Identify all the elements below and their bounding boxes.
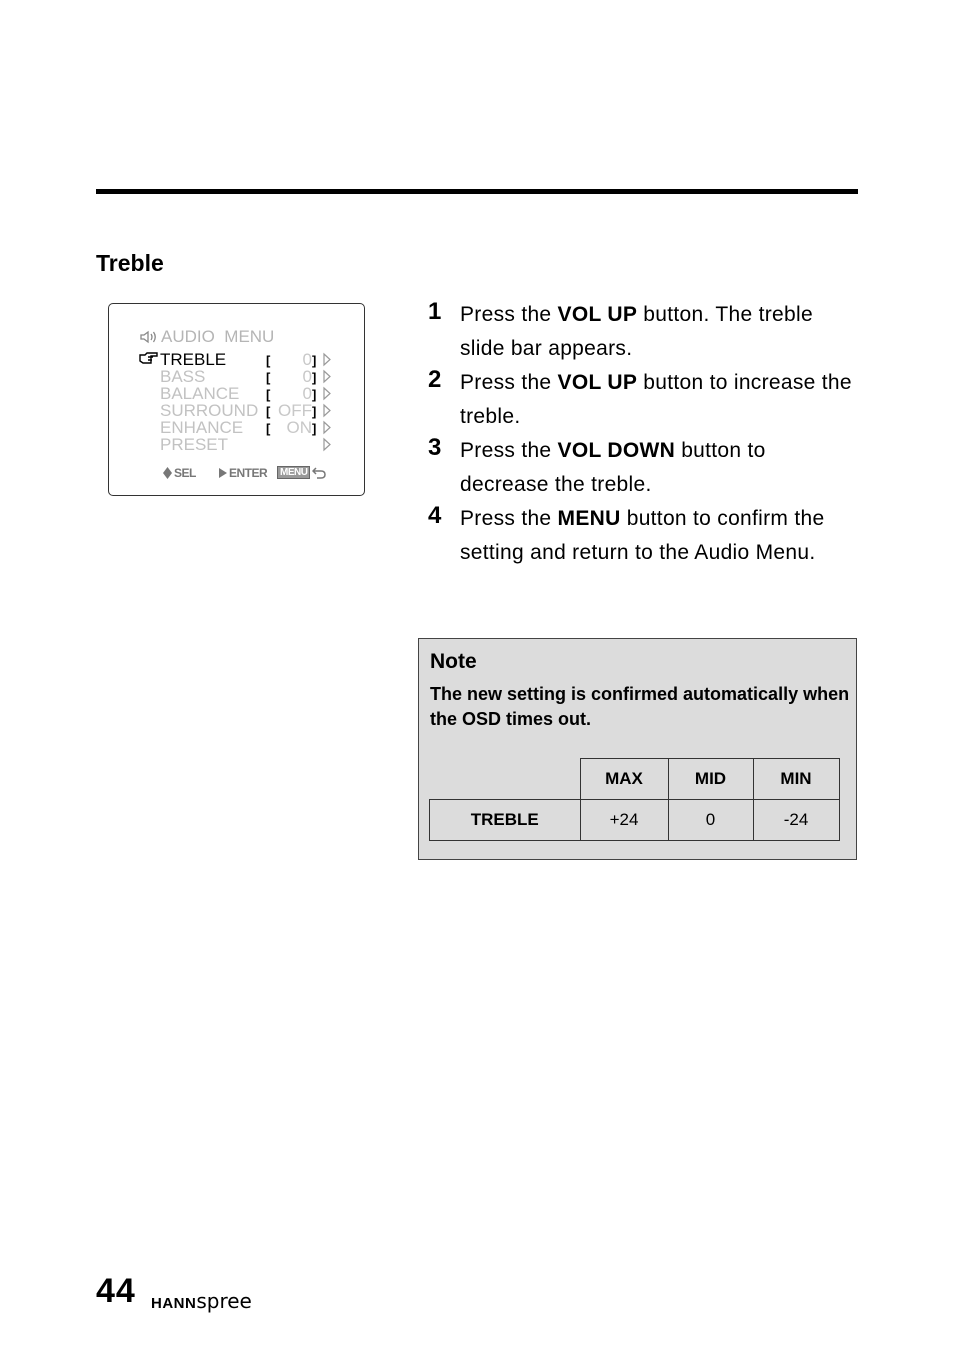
right-triangle-icon	[322, 385, 332, 402]
osd-footer-enter-label: ENTER	[229, 466, 268, 480]
bracket-right: ]	[312, 370, 317, 385]
osd-footer	[109, 466, 364, 482]
osd-row-value: OFF	[278, 401, 312, 420]
bracket-right: ]	[312, 421, 317, 436]
right-triangle-icon	[322, 402, 332, 419]
osd-row-label: BALANCE	[160, 384, 240, 403]
right-triangle-icon	[322, 351, 332, 368]
return-arrow-icon	[312, 467, 326, 479]
bracket-left: [	[266, 387, 271, 402]
step-button-name: VOL UP	[557, 303, 638, 326]
step-text: button to decrease the treble.	[460, 439, 766, 496]
brand-bold: HANN	[151, 1295, 197, 1312]
right-triangle-icon	[322, 368, 332, 385]
osd-row-value: 0	[302, 367, 312, 386]
table-cell: 0	[668, 800, 753, 841]
note-body: The new setting is confirmed automatically when the OSD times out.	[430, 684, 850, 729]
step-text: Press the	[460, 371, 558, 394]
speaker-icon	[139, 329, 159, 345]
osd-row-value: ON	[286, 418, 312, 437]
pointing-hand-icon	[139, 352, 159, 366]
updown-diamond-icon	[163, 467, 172, 479]
osd-row-label: TREBLE	[160, 350, 227, 369]
table-row	[430, 800, 840, 841]
bracket-left: [	[266, 353, 271, 368]
step-text: button to increase the treble.	[460, 371, 852, 428]
step-item	[428, 366, 858, 434]
step-item	[428, 298, 858, 366]
note-title: Note	[430, 650, 477, 673]
bracket-left: [	[266, 370, 271, 385]
table-blank-cell	[430, 759, 581, 800]
bracket-left: [	[266, 421, 271, 436]
osd-row-label: ENHANCE	[160, 418, 244, 437]
table-header-cell: MID	[668, 759, 753, 800]
osd-row-label: SURROUND	[160, 401, 259, 420]
page-number: 44	[96, 1272, 136, 1310]
header-rule	[96, 189, 858, 194]
treble-range-table	[429, 758, 840, 841]
bracket-right: ]	[312, 353, 317, 368]
table-header-row	[430, 759, 840, 800]
osd-screenshot	[108, 303, 365, 496]
brand-logo	[151, 1289, 252, 1314]
note-box	[418, 638, 857, 860]
right-triangle-icon	[219, 467, 227, 479]
steps-list	[428, 298, 858, 570]
section-title: Treble	[96, 250, 164, 276]
step-button-name: VOL UP	[557, 371, 638, 394]
osd-title	[139, 327, 274, 347]
osd-row-value: 0	[302, 384, 312, 403]
table-cell: -24	[753, 800, 839, 841]
osd-row-label: PRESET	[160, 435, 229, 454]
step-item	[428, 502, 858, 570]
step-text: button. The treble slide bar appears.	[460, 303, 813, 360]
step-number: 4	[428, 502, 442, 529]
osd-footer-sel-label: SEL	[174, 466, 196, 480]
osd-footer-menu	[277, 466, 326, 479]
osd-footer-enter	[219, 466, 267, 480]
step-number: 2	[428, 366, 442, 393]
osd-footer-sel	[163, 466, 196, 480]
bracket-left: [	[266, 404, 271, 419]
brand-light: spree	[196, 1289, 252, 1313]
table-cell: +24	[580, 800, 668, 841]
step-text: button to confirm the setting and return to the Audio Menu.	[460, 507, 825, 564]
right-triangle-icon	[322, 419, 332, 436]
osd-footer-menu-label: MENU	[277, 466, 310, 479]
step-text: Press the	[460, 439, 558, 462]
table-header-cell: MAX	[580, 759, 668, 800]
osd-title-text: AUDIO MENU	[161, 327, 275, 346]
step-number: 1	[428, 298, 442, 325]
bracket-right: ]	[312, 404, 317, 419]
table-row-label: TREBLE	[430, 800, 581, 841]
osd-row-preset[interactable]	[160, 436, 360, 454]
step-button-name: VOL DOWN	[557, 439, 676, 462]
table-header-cell: MIN	[753, 759, 839, 800]
osd-row-value: 0	[302, 350, 312, 369]
osd-row-label: BASS	[160, 367, 206, 386]
step-text: Press the	[460, 507, 558, 530]
step-number: 3	[428, 434, 442, 461]
step-item	[428, 434, 858, 502]
right-triangle-icon	[322, 436, 332, 453]
bracket-right: ]	[312, 387, 317, 402]
step-button-name: MENU	[557, 507, 621, 530]
step-text: Press the	[460, 303, 558, 326]
